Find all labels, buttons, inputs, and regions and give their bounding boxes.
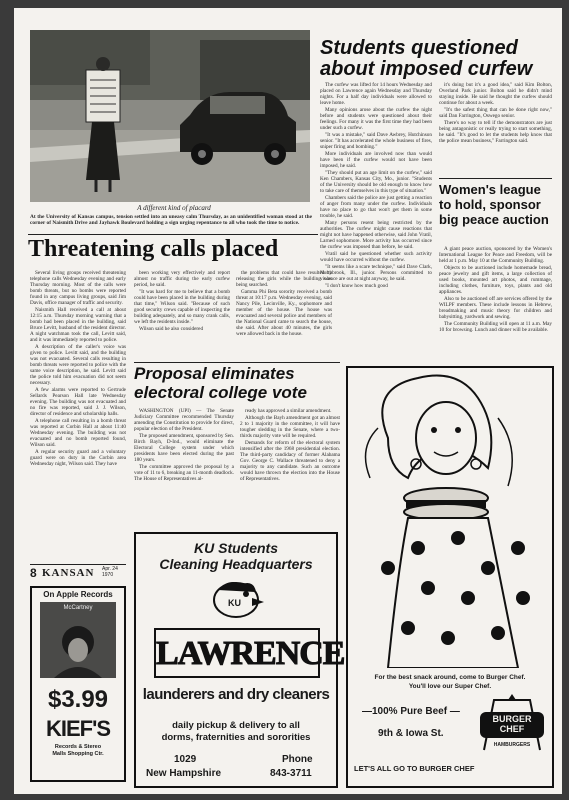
kiefs-ad bbox=[30, 586, 126, 782]
burger-pure-beef: —100% Pure Beef — bbox=[362, 706, 460, 717]
threats-headline: Threatening calls placed bbox=[28, 236, 279, 262]
photo-caption-title: A different kind of placard bbox=[137, 204, 211, 212]
burger-chef-ad bbox=[346, 366, 554, 788]
students-paragraph: "It seems like a scare technique," said Dave Clark, Northbrook, Ill., junior. Persons committed to violence are out at night anyway, he said. bbox=[320, 264, 432, 282]
proposal-paragraph: WASHINGTON (UPI) — The Senate Judiciary Committee recommended Thursday amending the Constitution to provide for direct, popular election of the President. bbox=[134, 408, 234, 432]
laundry-line-2: Cleaning Headquarters bbox=[159, 556, 313, 572]
proposal-paragraph: Although the Bayh amendment got an almost 2 to 1 majority in the committee, it will have tougher sledding in the Senate, where a two-thirds majority vote will be required. bbox=[240, 415, 340, 439]
laundry-line-1: KU Students bbox=[194, 540, 278, 556]
students-paragraph: "It was a mistake," said Dave Awbrey, Hutchinson senior. "It has accelerated the whole business of fires, sniper firing and bombing." bbox=[320, 132, 432, 150]
rule-under-photo bbox=[28, 234, 318, 235]
newspaper-page bbox=[14, 8, 562, 794]
kiefs-subline-2: Malls Shopping Ctr. bbox=[52, 751, 104, 757]
laundry-delivery-2: dorms, fraternities and sororities bbox=[161, 732, 311, 743]
rule-proposal-top bbox=[134, 362, 340, 363]
students-headline: Students questioned about imposed curfew bbox=[320, 37, 533, 80]
threats-column-3 bbox=[236, 270, 332, 338]
threats-paragraph: been working very effectively and report almost no traffic during the early curfew period, he said. bbox=[134, 270, 230, 288]
laundry-service: launderers and dry cleaners bbox=[142, 686, 330, 703]
ku-badge: KU bbox=[228, 598, 241, 608]
folio bbox=[30, 566, 126, 582]
folio-paper-name: KANSAN bbox=[42, 567, 95, 579]
threats-paragraph: A regular security guard and a voluntary guard were on duty in the Corbin area Wednesday night, Wilson said. They have bbox=[30, 449, 126, 467]
students-paragraph: "They should put an age limit on the curfew," said Ken Chambers, Kansas City, Mo., junior. "Students of the University should be old enough to know how to take care of themselves in this type of situation." bbox=[320, 170, 432, 194]
students-paragraph: Many persons resent being restricted by the authorities. The curfew might cause reactions that might not have happened otherwise, said John Vratil, Larned sophomore. More activity has occurred since the curfew was imposed than before, he said. bbox=[320, 220, 432, 250]
burger-tagline-1: For the best snack around, come to Burger Chef. bbox=[374, 674, 526, 681]
album-portrait bbox=[40, 602, 116, 678]
womens-body bbox=[439, 246, 552, 334]
folio-date: Apr. 24 1970 bbox=[102, 566, 118, 578]
threats-column-1 bbox=[30, 270, 126, 468]
proposal-paragraph: ready has approved a similar amendment. bbox=[245, 408, 332, 414]
students-paragraph: More individuals are involved now than would have been if the curfew would not have been imposed, he said. bbox=[320, 151, 432, 169]
threats-paragraph: "It was hard for me to believe that a bomb could have been placed in the building during that time," Wilson said. "Because of such good security crews capable of inspecting the building adequately, and so many crank calls, we left the residents inside." bbox=[134, 289, 230, 325]
proposal-headline: Proposal eliminates electoral college vote bbox=[134, 364, 307, 402]
students-paragraph: it's doing but it's a good idea," said Kim Bolton, Overland Park junior. Bolton said he didn't mind staying inside. He said he thought the curfew should continue for about a week. bbox=[439, 82, 552, 106]
laundry-phone-label: Phone bbox=[282, 754, 313, 765]
womens-paragraph: The Community Building will open at 11 a.m. May 10 for browsing. Lunch and dinner will be available. bbox=[439, 321, 552, 333]
womens-paragraph: A giant peace auction, sponsored by the Women's International League for Peace and Freedom, will be held at 1 p.m. May 10 at the Community Building. bbox=[439, 246, 552, 264]
students-paragraph: Chambers said the police are just getting a reaction of anger from many under the curfew. Individuals have no place to go that won't get them in some trouble, he said. bbox=[320, 195, 432, 219]
burger-chef-logo bbox=[478, 694, 546, 754]
womens-paragraph: Objects to be auctioned include homemade bread, peace jewelry and gift items, a large collection of used books, mounted art photos, and rummage, including clothes, furniture, toys, plants and old appliances. bbox=[439, 265, 552, 295]
laundry-address-number: 1029 bbox=[174, 754, 197, 765]
womens-paragraph: Also to be auctioned off are services offered by the WILPF members. These include lessons in Hebrew, breadmaking and music theory for children and babysitting, yardwork and sewing. bbox=[439, 296, 552, 320]
proposal-paragraph: Demands for reform of the electoral system intensified after the 1968 presidential election. The third-party candidacy of former Alabama Gov. George C. Wallace threatened to deny a majority to any candidate. Such an outcome would have thrown the election into the House of Representatives. bbox=[240, 440, 340, 482]
students-paragraph: Vratil said he questioned whether such activity would have occurred without the curfew. bbox=[320, 251, 432, 263]
kiefs-store-name: KIEF'S bbox=[45, 716, 111, 741]
threats-paragraph: A few alarms were reported to Gertrude Sellards Pearson Hall late Wednesday evening. The building was not evacuated and no fire was reported, said J. J. Wilson, director of residence and scholarship halls. bbox=[30, 387, 126, 417]
rule-women-top bbox=[439, 178, 552, 179]
burger-logo-bottom: HAMBURGERS bbox=[493, 742, 531, 748]
students-paragraph: "It's the safest thing that can be done right now," said Dan Farrington, Oswego senior. bbox=[439, 107, 552, 119]
laundry-delivery-1: daily pickup & delivery to all bbox=[172, 720, 300, 731]
album-title: McCartney bbox=[63, 605, 93, 611]
news-photo bbox=[30, 30, 310, 202]
students-paragraph: The curfew was lifted for 14 hours Wednesday and placed on Lawrence again Wednesday and Thursday nights. For a half day individuals were allowed to leave home. bbox=[320, 82, 432, 106]
album-cover bbox=[40, 602, 116, 678]
threats-paragraph: A telephone call resulting in a bomb threat was reported at Corbin Hall at about 11:40 Wednesday evening. The building was not evacuated and no bomb reported found, Wilson said. bbox=[30, 418, 126, 448]
photo-illustration bbox=[30, 30, 310, 202]
burger-address: 9th & Iowa St. bbox=[378, 728, 444, 739]
folio-page-number: 8 bbox=[30, 566, 37, 580]
students-paragraph: Many opinions arose about the curfew the night before and students were questioned about their feelings. For many it was the first time they had been under such a curfew. bbox=[320, 107, 432, 131]
students-paragraph: There's no way to tell if the demonstrators are just being antagonistic or really trying to start something, he said. "It's good to let the students help know that the police mean business," Farrington said. bbox=[439, 120, 552, 144]
proposal-column-2 bbox=[240, 408, 340, 483]
burger-girl-illustration bbox=[348, 368, 552, 668]
students-column-1 bbox=[320, 82, 432, 290]
kiefs-banner: On Apple Records bbox=[43, 590, 113, 599]
womens-headline: Women's league to hold, sponsor big peace auction bbox=[439, 182, 549, 227]
burger-logo-top: BURGER bbox=[492, 714, 532, 724]
laundry-phone-number: 843-3711 bbox=[270, 768, 312, 779]
threats-column-2 bbox=[134, 270, 230, 333]
threats-paragraph: Naismith Hall received a call at about 12:15 a.m. Thursday morning warning that a bomb had been placed in the building, said Bruce Levitt, husband of the resident director. A night watchman took the call, Levitt said, and it was immediately reported to police. bbox=[30, 307, 126, 343]
kiefs-subline-1: Records & Stereo bbox=[54, 744, 102, 750]
burger-logo-mid: CHEF bbox=[499, 724, 525, 734]
folio-rule-top bbox=[30, 564, 126, 565]
laundry-brand-block bbox=[154, 628, 345, 678]
threats-paragraph: Gamma Phi Beta sorority received a bomb threat at 10:17 p.m. Wednesday evening, said Nancy Pile, Lecinville, Ky., sophomore and member of the house. The house was evacuated and several police and members of the National Guard came to search the house, she said. After about 40 minutes, the girls were allowed back in the house. bbox=[236, 289, 332, 337]
proposal-paragraph: The committee approved the proposal by a vote of 11 to 6, breaking an 11-month deadlock. The House of Representatives al- bbox=[134, 464, 234, 482]
threats-paragraph: Wilson said he also considered bbox=[139, 326, 204, 332]
proposal-column-1 bbox=[134, 408, 234, 483]
threats-paragraph: the problems that could have resulted by releasing the girls while the building was being searched. bbox=[236, 270, 332, 288]
laundry-brand-name: LAWRENCE bbox=[156, 635, 345, 672]
students-column-2 bbox=[439, 82, 552, 145]
burger-cta: LET'S ALL GO TO BURGER CHEF bbox=[354, 764, 475, 773]
threats-paragraph: Several living groups received threatening telephone calls Wednesday evening and early Thursday morning. Most of the calls were bomb threats, but no bombs were reported found in any campus living groups, said Jim Davis, office manager of traffic and security. bbox=[30, 270, 126, 306]
kiefs-price: $3.99 bbox=[47, 686, 109, 713]
jayhawk-mascot bbox=[208, 576, 264, 620]
burger-tagline-2: You'll love our Super Chef. bbox=[408, 683, 492, 690]
proposal-paragraph: The proposed amendment, sponsored by Sen. Birch Bayh, D-Ind., would eliminate the Electoral College system under which presidents have been elected during the past 180 years. bbox=[134, 433, 234, 463]
students-paragraph: "I don't know how much good bbox=[325, 283, 388, 289]
laundry-ad bbox=[134, 532, 345, 788]
threats-paragraph: A description of the caller's voice was given to police. Levitt said, and the building was not evacuated. Several calls resulting in bomb threats were reported to police with the same voice description, he said. Levitt said the police told him evacuation did not seem necessary. bbox=[30, 344, 126, 386]
laundry-address-street: New Hampshire bbox=[146, 768, 222, 779]
photo-caption: At the University of Kansas campus, tension settled into an uneasy calm Thursday, as an unidentified woman stood at the corner of Naismith Drive and Jayhawk Boulevard holding a sign urging repentance to all who took the time to notice. bbox=[30, 214, 312, 227]
